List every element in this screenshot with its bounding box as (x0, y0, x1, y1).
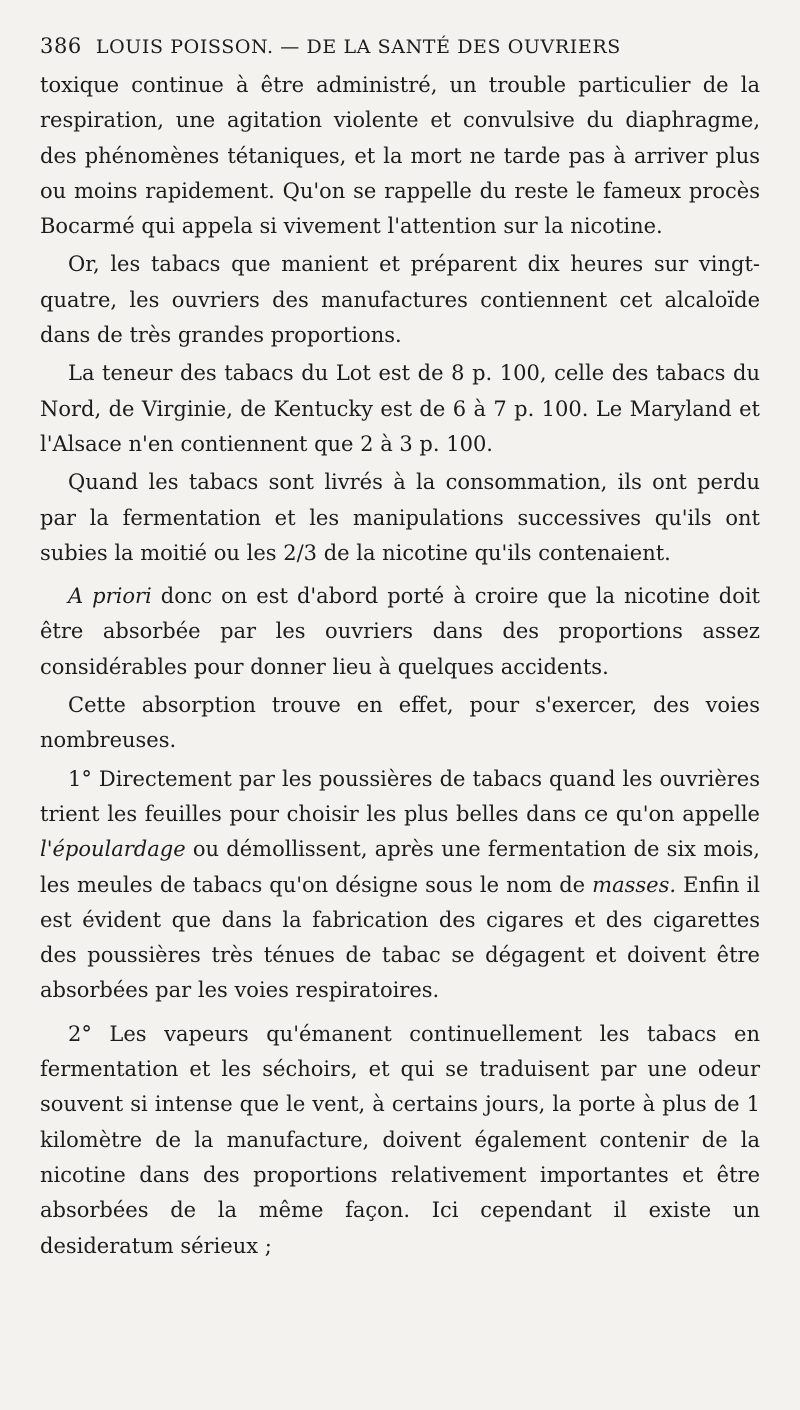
paragraph-text: donc on est d'abord porté à croire que la nicotine doit être absorbée par les ouvriers dans des proportions assez considérables pour donner lieu à quelques accidents. (40, 584, 760, 679)
paragraph-text: Or, les tabacs que manient et préparent dix heures sur vingt-quatre, les ouvriers des manufactures contiennent cet alcaloïde dans de très grandes proportions. (40, 252, 760, 348)
paragraph-text: Cette absorption trouve en effet, pour s'exercer, des voies nombreuses. (40, 693, 760, 753)
italic-phrase: A priori (68, 584, 152, 609)
paragraph (40, 247, 760, 353)
running-header (40, 34, 760, 58)
paragraph-text: La teneur des tabacs du Lot est de 8 p. 100, celle des tabacs du Nord, de Virginie, de Kentucky est de 6 à 7 p. 100. Le Maryland et l'Alsace n'en contiennent que 2 à 3 p. 100. (40, 361, 760, 456)
italic-term: l'époulardage (40, 837, 186, 862)
paragraph-continuation (40, 68, 760, 244)
paragraph-text: toxique continue à être administré, un trouble particulier de la respiration, une agitation violente et convulsive du diaphragme, des phénomènes tétaniques, et la mort ne tarde pas à arriver plus ou moins rapidement. Qu'on se rappelle du reste le fameux procès Bocarmé qui appela si vivement l'attention sur la nicotine. (40, 73, 760, 239)
paragraph-text: Enfin il est évident que dans la fabrication des cigares et des cigarettes des poussières très ténues de tabac se dégagent et doivent être absorbées par les voies respiratoires. (40, 872, 760, 1003)
paragraph-text: 2° Les vapeurs qu'émanent continuellement les tabacs en fermentation et les séchoirs, et qui se traduisent par une odeur souvent si intense que le vent, à certains jours, la porte à plus de 1 kilomètre de la manufacture, doivent également contenir de la nicotine dans des proportions relativement importantes et être absorbées de la même façon. Ici cependant il existe un desideratum sérieux ; (40, 1021, 760, 1258)
italic-term: masses. (592, 872, 677, 897)
paragraph (40, 688, 760, 759)
page-number: 386 (40, 34, 82, 58)
running-title: LOUIS POISSON. — DE LA SANTÉ DES OUVRIERS (95, 36, 621, 58)
body-text (40, 68, 760, 1264)
paragraph-text: 1° Directement par les poussières de tabacs quand les ouvrières trient les feuilles pour choisir les plus belles dans ce qu'on appelle (40, 766, 760, 826)
paragraph (40, 579, 760, 685)
paragraph (40, 1017, 760, 1264)
paragraph (40, 762, 760, 1009)
paragraph-text: ou démollissent, après une fermentation de six mois, les meules de tabacs qu'on désigne sous le nom de (40, 837, 760, 897)
paragraph-text: Quand les tabacs sont livrés à la consommation, ils ont perdu par la fermentation et les manipulations successives qu'ils ont subies la moitié ou les 2/3 de la nicotine qu'ils contenaient. (40, 470, 760, 565)
paragraph (40, 356, 760, 462)
paragraph (40, 465, 760, 571)
